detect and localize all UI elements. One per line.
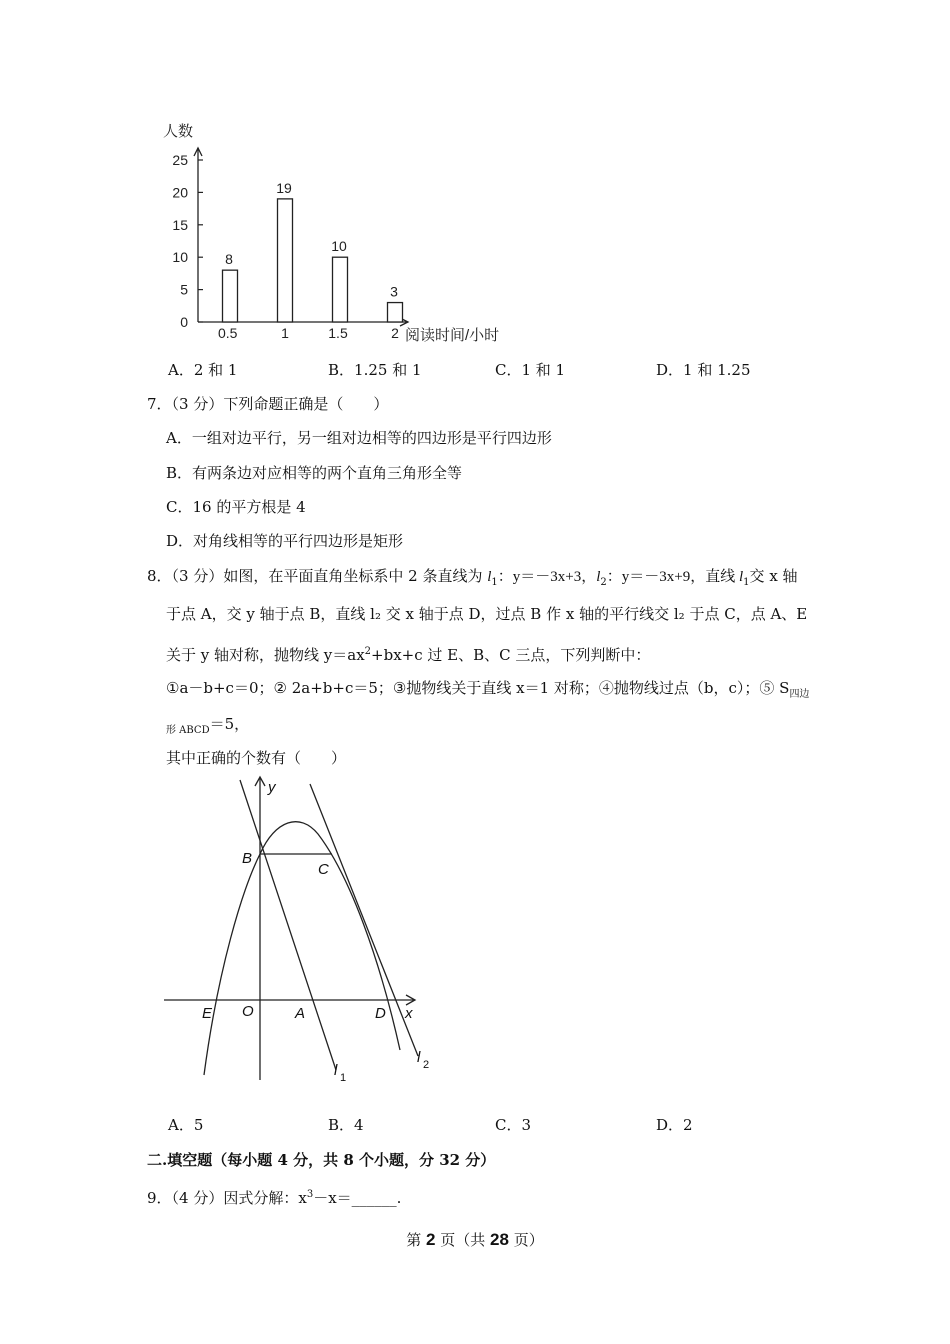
label-o: O — [242, 1003, 254, 1020]
q8-option-c[interactable]: C．3 — [495, 1116, 532, 1134]
q8-score: （3 分） — [171, 567, 224, 585]
data-label-2: 3 — [390, 283, 398, 300]
q8-line-3-b: +bx+c 过 E、B、C 三点，下列判断中： — [371, 646, 651, 664]
q6-option-b[interactable]: B．1.25 和 1 — [328, 361, 422, 379]
section-2-heading: 二.填空题（每小题 4 分，共 8 个小题，分 32 分） — [147, 1151, 496, 1169]
q6-option-a[interactable]: A．2 和 1 — [168, 361, 238, 379]
q8-line-5 — [166, 714, 249, 741]
q8-text-end: 交 x 轴 — [749, 567, 798, 585]
bar-1 — [278, 199, 293, 322]
label-y: y — [268, 779, 276, 796]
label-b: B — [242, 850, 253, 867]
q8-area-subscript-2: 形 ABCD — [166, 725, 210, 736]
q9 — [147, 1185, 401, 1208]
label-l2: l — [417, 1049, 421, 1066]
y-axis-label: 人数 — [163, 123, 194, 140]
label-c: C — [318, 861, 329, 878]
q9-text: 9．（4 分）因式分解：x — [147, 1189, 307, 1207]
label-l2-sub: 2 — [423, 1059, 430, 1071]
q8-option-d[interactable]: D．2 — [656, 1116, 693, 1134]
line-l2-subscript: 2 — [600, 577, 607, 588]
line-l1-symbol: l — [487, 569, 492, 585]
bar-2 — [388, 303, 403, 322]
q8-line-2: 于点 A，交 y 轴于点 B，直线 l₂ 交 x 轴于点 D，过点 B 作 x 轴的平行线交 l₂ 于点 C，点 A、E — [166, 605, 808, 623]
footer-total-pages: 28 — [490, 1230, 509, 1249]
q9-text-2: －x＝ — [313, 1189, 352, 1207]
reading-time-bar-chart — [150, 112, 530, 352]
q8-text: 如图，在平面直角坐标系中 2 条直线为 — [223, 567, 488, 585]
q9-exponent: 3 — [306, 1189, 314, 1200]
q6-options — [0, 360, 950, 380]
line-l1-equation: ：y＝－3x+3， — [497, 569, 597, 585]
footer-text-b: 页（共 — [435, 1231, 491, 1249]
label-a: A — [295, 1005, 306, 1022]
bar-1.5 — [333, 257, 348, 322]
label-x: x — [405, 1005, 413, 1022]
y-tick-label-10: 10 — [172, 249, 188, 266]
y-tick-label-25: 25 — [172, 152, 188, 168]
page-footer — [0, 1230, 950, 1250]
label-d: D — [375, 1005, 386, 1022]
x-tick-label-0.5: 0.5 — [218, 325, 238, 341]
footer-page-number: 2 — [426, 1230, 436, 1249]
data-label-1.5: 10 — [331, 238, 347, 255]
x-tick-label-2: 2 — [391, 325, 399, 341]
line-l2-symbol: l — [596, 569, 601, 585]
line-l1-symbol-2: l — [739, 569, 744, 585]
q8-options — [0, 1115, 950, 1135]
x-tick-label-1: 1 — [281, 325, 289, 341]
q8-line-3 — [166, 642, 650, 665]
line-l2 — [310, 784, 418, 1056]
x-axis-label: 阅读时间/小时 — [405, 327, 500, 344]
x-tick-label-1.5: 1.5 — [328, 325, 348, 341]
label-l1: l — [334, 1062, 338, 1079]
y-tick-label-0: 0 — [180, 314, 188, 330]
q9-answer-blank[interactable]: ______ — [351, 1189, 397, 1207]
line-l2-equation: ：y＝－3x+9，直线 — [606, 569, 739, 585]
q8-option-a[interactable]: A．5 — [168, 1116, 204, 1134]
q8-line-1 — [147, 566, 798, 593]
line-l1-subscript-2: 1 — [743, 577, 750, 588]
data-label-1: 19 — [276, 179, 292, 196]
data-label-0.5: 8 — [225, 251, 233, 268]
q6-option-d[interactable]: D．1 和 1.25 — [656, 361, 751, 379]
q8-number: 8． — [147, 567, 172, 585]
line-l1-subscript: 1 — [491, 577, 498, 588]
q8-option-b[interactable]: B．4 — [328, 1116, 364, 1134]
q6-option-c[interactable]: C．1 和 1 — [495, 361, 566, 379]
q8-line-3-a: 关于 y 轴对称，抛物线 y＝ax — [166, 646, 365, 664]
q8-question: 其中正确的个数有（ ） — [166, 749, 347, 767]
q8-line-4-text: ①a－b+c＝0；② 2a+b+c＝5；③抛物线关于直线 x＝1 对称；④抛物线过点（b，c）；⑤ S — [166, 679, 790, 697]
parabola — [204, 822, 400, 1075]
q8-coordinate-figure — [150, 770, 450, 1090]
footer-text-c: 页） — [508, 1231, 544, 1249]
label-l1-sub: 1 — [340, 1072, 347, 1084]
bar-0.5 — [223, 270, 238, 322]
q9-end: . — [396, 1189, 402, 1207]
q7-option-a[interactable]: A．一组对边平行，另一组对边相等的四边形是平行四边形 — [166, 429, 552, 447]
y-tick-label-5: 5 — [180, 281, 188, 298]
q7-option-c[interactable]: C．16 的平方根是 4 — [166, 498, 306, 516]
y-tick-label-20: 20 — [172, 184, 188, 201]
q8-line-5-text: ＝5， — [209, 715, 250, 733]
q8-area-subscript-1: 四边 — [789, 689, 810, 700]
y-tick-label-15: 15 — [172, 216, 188, 233]
q7-option-b[interactable]: B．有两条边对应相等的两个直角三角形全等 — [166, 464, 463, 482]
q8-line-4 — [166, 678, 809, 705]
q7-stem: 7．（3 分）下列命题正确是（ ） — [147, 395, 389, 413]
footer-text-a: 第 — [406, 1231, 427, 1249]
label-e: E — [202, 1005, 213, 1022]
exponent-2: 2 — [364, 646, 372, 657]
q7-option-d[interactable]: D．对角线相等的平行四边形是矩形 — [166, 532, 404, 550]
